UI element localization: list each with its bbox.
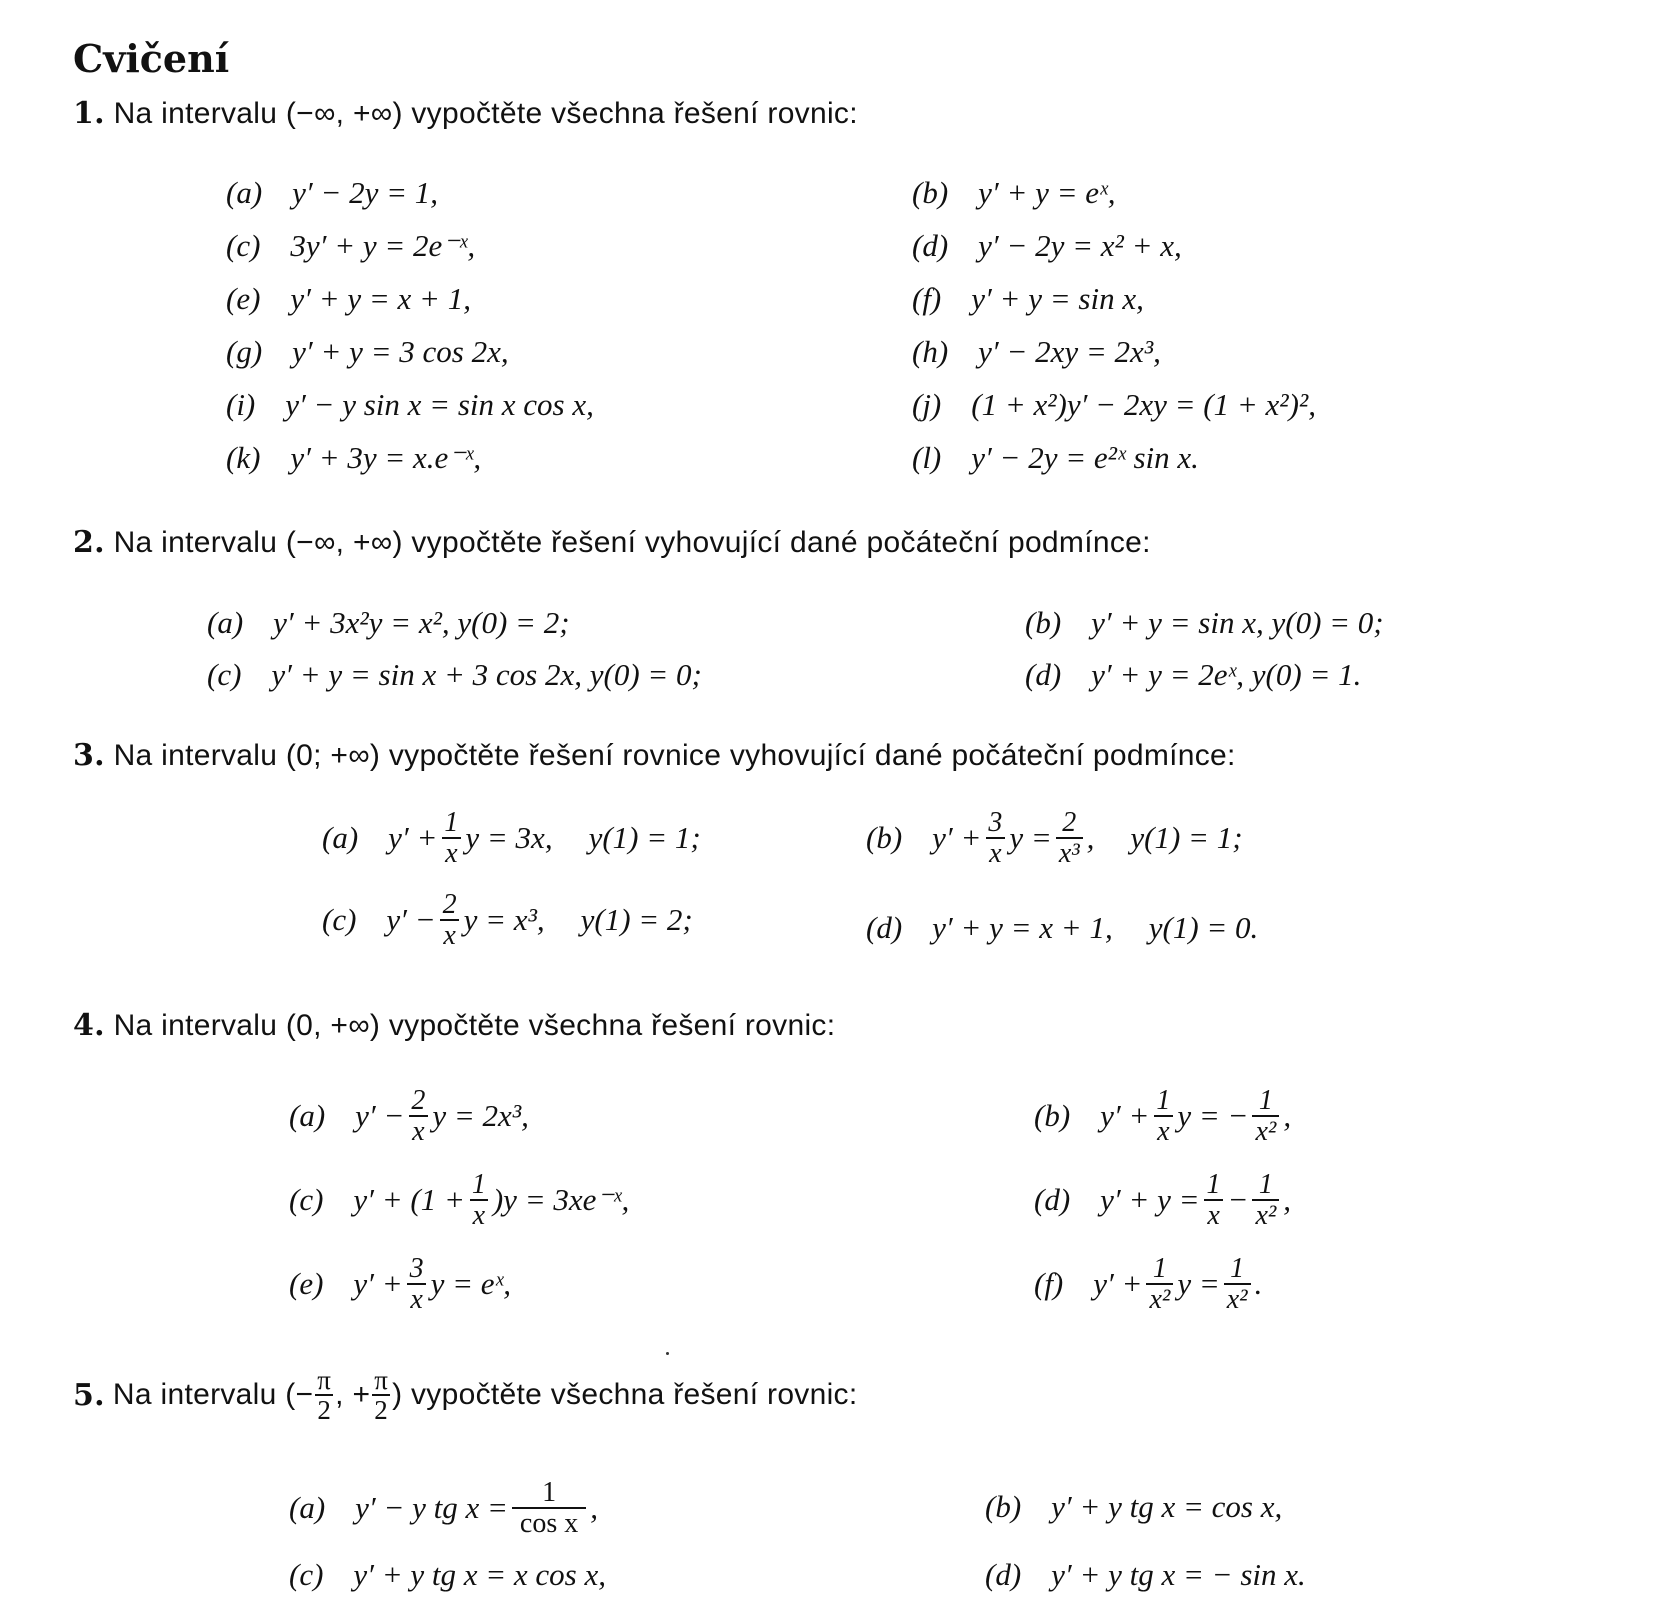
equation: y′ − y sin x = sin x cos x,: [285, 387, 594, 422]
equation: 3y′ + y = 2e⁻ˣ,: [290, 228, 476, 263]
fraction: [1056, 808, 1083, 869]
item-label: (c): [207, 657, 242, 692]
fraction: [1224, 1254, 1251, 1315]
equation-item: [322, 890, 693, 951]
equation: [355, 1478, 598, 1539]
equation: y′ − 2y = x² + x,: [978, 228, 1182, 263]
equation: [355, 1086, 529, 1147]
item-label: (b): [866, 820, 903, 856]
exercise-number: 4.: [73, 1008, 105, 1043]
equation-part: y′ +: [1100, 1098, 1150, 1134]
equation-part: y = x³,: [463, 902, 545, 938]
item-label: (c): [226, 228, 261, 263]
item-label: (a): [289, 1490, 326, 1526]
denominator: x²: [1146, 1283, 1173, 1314]
item-label: (b): [912, 175, 949, 210]
fraction: [985, 808, 1005, 869]
equation-item: [226, 440, 481, 476]
exercise-number: 5.: [73, 1377, 105, 1413]
denominator: x: [442, 837, 460, 868]
item-label: (g): [226, 334, 263, 369]
numerator: 2: [1062, 807, 1077, 838]
equation-item: [1025, 605, 1384, 641]
denominator: x: [407, 1283, 425, 1314]
denominator: cos x: [512, 1507, 586, 1538]
item-label: (f): [912, 281, 942, 316]
item-label: (f): [1034, 1266, 1064, 1302]
equation-part: ,: [1283, 1182, 1292, 1218]
equation: [1093, 1254, 1262, 1315]
equation-item: [289, 1086, 529, 1147]
equation: y′ + y = eˣ,: [978, 175, 1116, 210]
fraction: [1146, 1254, 1173, 1315]
numerator: π: [317, 1365, 332, 1395]
item-label: (d): [1034, 1182, 1071, 1218]
equation-part: y′ +: [353, 1266, 403, 1302]
item-label: (a): [289, 1098, 326, 1134]
equation-item: [289, 1557, 606, 1593]
numerator: 1: [471, 1169, 486, 1200]
equation-part: y =: [1009, 820, 1052, 856]
initial-condition: y(1) = 1;: [1130, 820, 1243, 856]
equation-part: ,: [1086, 820, 1095, 856]
denominator: 2: [317, 1395, 332, 1426]
item-label: (c): [289, 1557, 324, 1592]
equation: y′ + 3y = x.e⁻ˣ,: [290, 440, 482, 475]
denominator: x: [1154, 1115, 1172, 1146]
equation-item: [1034, 1086, 1291, 1147]
equation: y′ + y = 2eˣ, y(0) = 1.: [1091, 657, 1362, 692]
item-label: (e): [226, 281, 261, 316]
equation: y′ − 2xy = 2x³,: [978, 334, 1161, 369]
exercise-text: ) vypočtěte všechna řešení rovnic:: [392, 1378, 858, 1412]
equation-item: [912, 440, 1199, 476]
equation: [1100, 1086, 1291, 1147]
equation-part: )y = 3xe⁻ˣ,: [492, 1182, 630, 1218]
numerator: 1: [1206, 1169, 1221, 1200]
equation: y′ + y = x + 1,: [290, 281, 471, 316]
equation-part: y′ − y tg x =: [355, 1490, 508, 1526]
exercise-text: , +: [335, 1378, 371, 1412]
item-label: (d): [1025, 657, 1062, 692]
equation: [353, 1170, 629, 1231]
exercise-number: 2.: [73, 525, 105, 560]
equation-part: y′ +: [388, 820, 438, 856]
initial-condition: y(1) = 0.: [1148, 910, 1259, 945]
equation-item: [866, 808, 1243, 869]
fraction: [1252, 1170, 1279, 1231]
fraction: [315, 1366, 333, 1425]
item-label: (d): [866, 910, 903, 945]
item-label: (d): [985, 1557, 1022, 1592]
numerator: 1: [1152, 1253, 1167, 1284]
fraction: [440, 890, 460, 951]
equation-item: [289, 1254, 511, 1315]
item-label: (a): [207, 605, 244, 640]
equation: [386, 890, 692, 951]
equation: [388, 808, 701, 869]
fraction: [512, 1478, 586, 1539]
denominator: x: [470, 1199, 488, 1230]
exercise-4-heading: [73, 1008, 835, 1043]
exercise-text: Na intervalu (−∞, +∞) vypočtěte řešení vyhovující dané počáteční podmínce:: [113, 526, 1151, 559]
equation-part: ,: [1283, 1098, 1292, 1134]
item-label: (j): [912, 387, 942, 422]
equation-item: [226, 281, 471, 317]
equation-item: [207, 657, 702, 693]
exercise-2-heading: [73, 525, 1151, 560]
numerator: 2: [411, 1085, 426, 1116]
exercise-text: Na intervalu (−∞, +∞) vypočtěte všechna řešení rovnic:: [113, 97, 858, 130]
equation-item: [1025, 657, 1361, 693]
denominator: x²: [1224, 1283, 1251, 1314]
fraction: [372, 1366, 390, 1425]
equation-item: [912, 387, 1316, 423]
denominator: x: [986, 837, 1004, 868]
denominator: 2: [374, 1395, 389, 1426]
exercise-1-heading: [73, 96, 858, 131]
equation-part: −: [1227, 1182, 1249, 1218]
equation-part: y = 3x,: [465, 820, 553, 856]
item-label: (b): [1034, 1098, 1071, 1134]
equation: y′ + y = sin x,: [971, 281, 1144, 316]
fraction: [1204, 1170, 1224, 1231]
numerator: 1: [1258, 1085, 1273, 1116]
equation-item: [912, 281, 1144, 317]
item-label: (d): [912, 228, 949, 263]
equation-item: [226, 228, 475, 264]
equation-part: y′ + y = x + 1,: [932, 910, 1113, 945]
equation: y′ + y = sin x + 3 cos 2x, y(0) = 0;: [271, 657, 702, 692]
fraction: [408, 1086, 428, 1147]
denominator: x³: [1056, 837, 1083, 868]
item-label: (a): [322, 820, 359, 856]
fraction: [1252, 1086, 1279, 1147]
exercise-3-heading: [73, 738, 1236, 773]
equation-part: y′ + (1 +: [353, 1182, 465, 1218]
equation-part: .: [1254, 1266, 1263, 1302]
initial-condition: y(1) = 1;: [588, 820, 701, 856]
equation-part: y = −: [1177, 1098, 1249, 1134]
exercise-text: Na intervalu (−: [112, 1378, 314, 1412]
exercise-text: Na intervalu (0, +∞) vypočtěte všechna řešení rovnic:: [113, 1009, 836, 1042]
numerator: 1: [1156, 1085, 1171, 1116]
equation-item: [912, 334, 1161, 370]
exercise-5-heading: [73, 1366, 858, 1425]
equation: y′ − 2y = e²ˣ sin x.: [971, 440, 1199, 475]
equation-item: [985, 1489, 1282, 1525]
page-title: Cvičení: [73, 36, 230, 81]
equation: [932, 910, 1258, 946]
equation-item: [912, 228, 1182, 264]
exercise-number: 3.: [73, 738, 105, 773]
item-label: (c): [322, 902, 357, 938]
equation-item: [866, 910, 1258, 946]
exercise-number: 1.: [73, 96, 105, 131]
equation-item: [1034, 1170, 1291, 1231]
equation-part: y′ −: [355, 1098, 405, 1134]
equation-item: [985, 1557, 1306, 1593]
fraction: [407, 1254, 427, 1315]
equation-part: y′ +: [932, 820, 982, 856]
stray-dot: [666, 1352, 669, 1355]
denominator: x: [1204, 1199, 1222, 1230]
equation-item: [289, 1478, 598, 1539]
equation-part: y = 2x³,: [432, 1098, 529, 1134]
denominator: x: [409, 1115, 427, 1146]
numerator: 1: [1230, 1253, 1245, 1284]
fraction: [1153, 1086, 1173, 1147]
equation: y′ + y tg x = x cos x,: [353, 1557, 607, 1592]
equation-item: [226, 334, 509, 370]
fraction: [441, 808, 461, 869]
equation: y′ + y = 3 cos 2x,: [292, 334, 509, 369]
equation: y′ + y tg x = − sin x.: [1051, 1557, 1306, 1592]
denominator: x: [440, 919, 458, 950]
equation-item: [289, 1170, 629, 1231]
equation-part: y′ + y =: [1100, 1182, 1200, 1218]
numerator: 1: [444, 807, 459, 838]
equation-item: [226, 175, 438, 211]
equation-part: ,: [590, 1490, 598, 1526]
initial-condition: y(1) = 2;: [580, 902, 693, 938]
exercise-text: Na intervalu (0; +∞) vypočtěte řešení rovnice vyhovující dané počáteční podmínce:: [113, 739, 1236, 772]
item-label: (i): [226, 387, 256, 422]
equation-part: y′ −: [386, 902, 436, 938]
item-label: (b): [985, 1489, 1022, 1524]
numerator: 3: [409, 1253, 424, 1284]
equation-item: [1034, 1254, 1262, 1315]
equation: y′ + y = sin x, y(0) = 0;: [1091, 605, 1384, 640]
equation-item: [912, 175, 1116, 211]
equation-item: [322, 808, 701, 869]
fraction: [469, 1170, 489, 1231]
numerator: 1: [1258, 1169, 1273, 1200]
equation-item: [226, 387, 594, 423]
item-label: (k): [226, 440, 261, 475]
numerator: 3: [988, 807, 1003, 838]
item-label: (l): [912, 440, 942, 475]
equation: [932, 808, 1242, 869]
item-label: (b): [1025, 605, 1062, 640]
equation: y′ − 2y = 1,: [292, 175, 439, 210]
denominator: x²: [1252, 1199, 1279, 1230]
equation-part: y = eˣ,: [430, 1266, 512, 1302]
equation-part: y′ +: [1093, 1266, 1143, 1302]
equation: (1 + x²)y′ − 2xy = (1 + x²)²,: [971, 387, 1316, 422]
item-label: (h): [912, 334, 949, 369]
numerator: π: [374, 1365, 389, 1395]
item-label: (a): [226, 175, 263, 210]
denominator: x²: [1252, 1115, 1279, 1146]
item-label: (e): [289, 1266, 324, 1302]
numerator: 2: [442, 889, 457, 920]
equation-item: [207, 605, 570, 641]
equation-part: y =: [1177, 1266, 1220, 1302]
item-label: (c): [289, 1182, 324, 1218]
equation: [1100, 1170, 1291, 1231]
equation: y′ + y tg x = cos x,: [1051, 1489, 1283, 1524]
equation: [353, 1254, 511, 1315]
numerator: 1: [542, 1477, 557, 1508]
equation: y′ + 3x²y = x², y(0) = 2;: [273, 605, 570, 640]
